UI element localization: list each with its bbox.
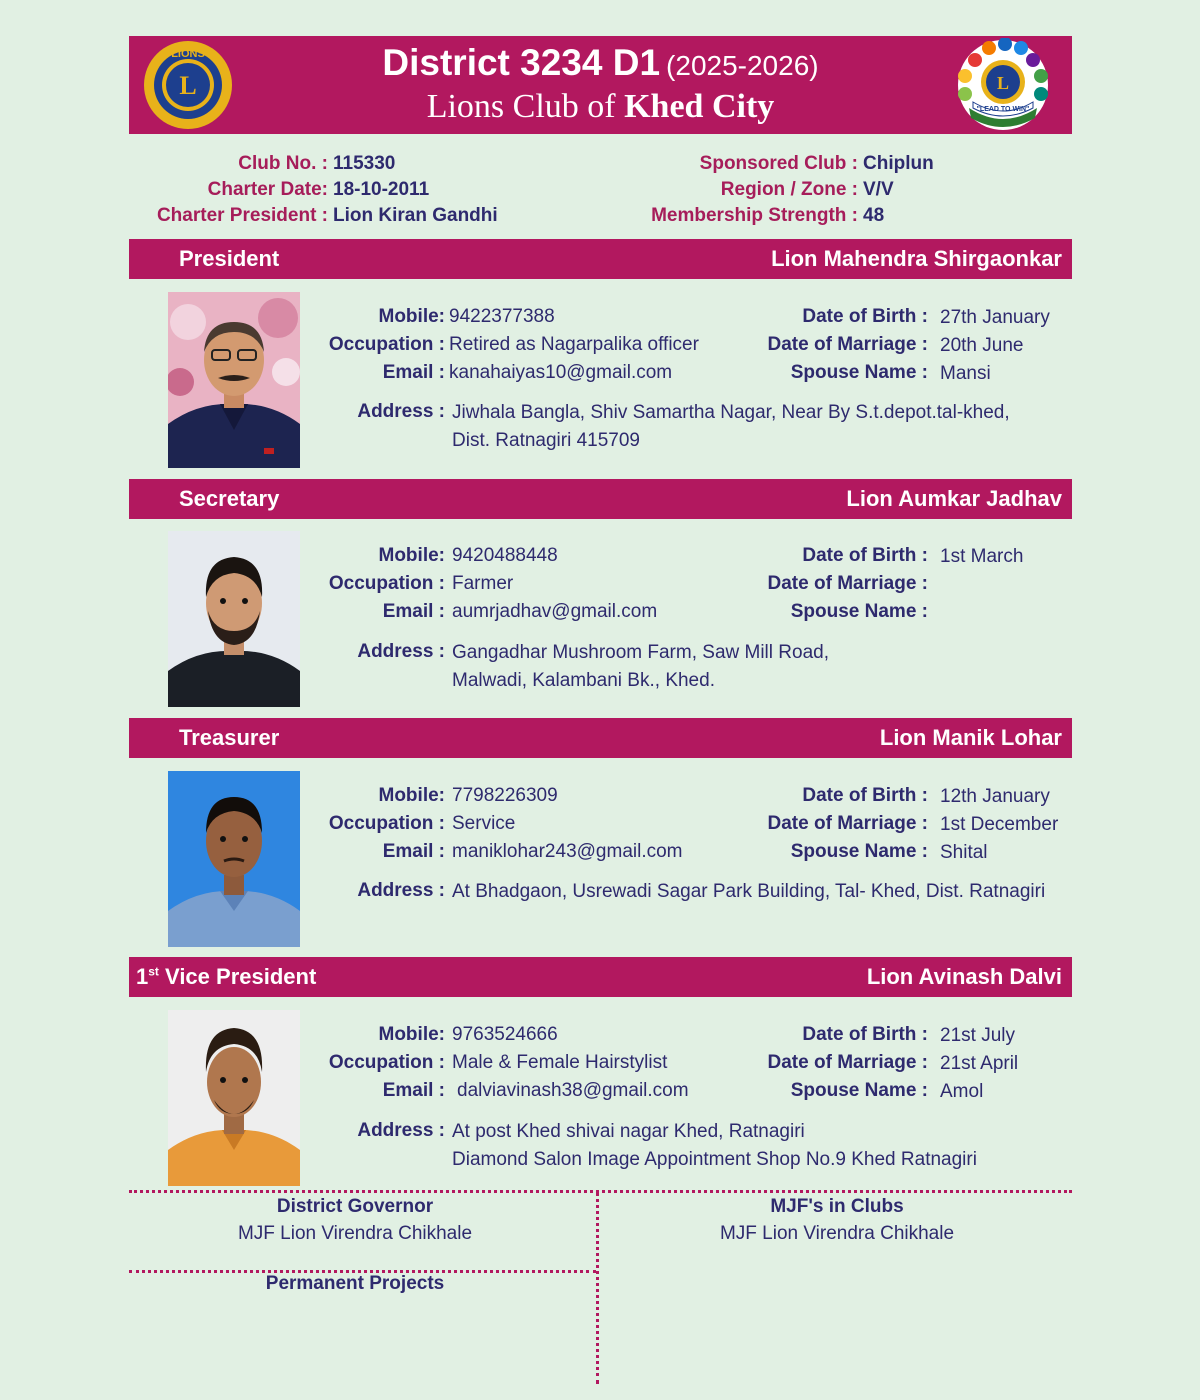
address-line-2: Malwadi, Kalambani Bk., Khed. bbox=[452, 670, 715, 691]
svg-text:L: L bbox=[996, 73, 1010, 93]
mobile-label: Mobile: bbox=[378, 785, 445, 806]
mobile-label: Mobile: bbox=[378, 306, 445, 327]
occupation-label: Occupation : bbox=[328, 573, 445, 594]
member-name: Lion Mahendra Shirgaonkar bbox=[771, 246, 1062, 271]
mobile-label: Mobile: bbox=[378, 545, 445, 566]
spouse-value: Shital bbox=[940, 842, 988, 863]
mobile-value: 9763524666 bbox=[452, 1024, 558, 1045]
role-title: President bbox=[179, 246, 280, 271]
address-label: Address : bbox=[357, 401, 445, 422]
spouse-label: Spouse Name : bbox=[790, 1080, 928, 1101]
address-label: Address : bbox=[357, 880, 445, 901]
email-label: Email : bbox=[382, 1080, 445, 1101]
member-name: Lion Manik Lohar bbox=[879, 725, 1062, 750]
spouse-label: Spouse Name : bbox=[790, 601, 928, 622]
region-zone-label: Region / Zone : bbox=[720, 179, 858, 200]
dom-value: 20th June bbox=[940, 335, 1024, 356]
section-bar-treasurer bbox=[129, 718, 1072, 758]
role-title: Treasurer bbox=[179, 725, 280, 750]
section-bar-vice-president bbox=[129, 957, 1072, 997]
membership-strength-label: Membership Strength : bbox=[651, 205, 858, 226]
dob-label: Date of Birth : bbox=[802, 545, 928, 566]
spouse-value: Amol bbox=[940, 1081, 984, 1102]
occupation-value: Farmer bbox=[452, 573, 514, 594]
dob-value: 1st March bbox=[940, 546, 1024, 567]
mobile-value: 9420488448 bbox=[452, 545, 558, 566]
role-number: 1 bbox=[136, 964, 149, 989]
email-value[interactable]: aumrjadhav@gmail.com bbox=[452, 601, 658, 622]
member-photo-treasurer bbox=[168, 771, 300, 947]
district-name: District 3234 D1 bbox=[382, 42, 661, 83]
address-line-1: At Bhadgaon, Usrewadi Sagar Park Building, Tal- Khed, Dist. Ratnagiri bbox=[452, 881, 1046, 902]
dob-label: Date of Birth : bbox=[802, 306, 928, 327]
section-bar-secretary bbox=[129, 479, 1072, 519]
lead-to-win-logo bbox=[955, 38, 1051, 132]
section-bar-president bbox=[129, 239, 1072, 279]
email-label: Email : bbox=[382, 601, 445, 622]
district-governor-label: District Governor bbox=[276, 1196, 434, 1217]
address-label: Address : bbox=[357, 1120, 445, 1141]
dom-label: Date of Marriage : bbox=[767, 1052, 928, 1073]
mjf-label: MJF's in Clubs bbox=[770, 1196, 904, 1217]
dob-label: Date of Birth : bbox=[802, 1024, 928, 1045]
address-line-1: At post Khed shivai nagar Khed, Ratnagiri bbox=[452, 1121, 805, 1142]
district-title bbox=[129, 42, 1072, 84]
district-governor-value: MJF Lion Virendra Chikhale bbox=[237, 1223, 473, 1244]
dom-value: 21st April bbox=[940, 1053, 1019, 1074]
club-prefix: Lions Club of bbox=[426, 88, 616, 125]
occupation-label: Occupation : bbox=[328, 813, 445, 834]
dom-value: 1st December bbox=[940, 814, 1059, 835]
club-no-value: 115330 bbox=[333, 153, 396, 174]
dom-label: Date of Marriage : bbox=[767, 334, 928, 355]
charter-president-label: Charter President : bbox=[156, 205, 328, 226]
email-value[interactable]: kanahaiyas10@gmail.com bbox=[449, 362, 673, 383]
occupation-value: Male & Female Hairstylist bbox=[452, 1052, 668, 1073]
mobile-label: Mobile: bbox=[378, 1024, 445, 1045]
member-photo-president bbox=[168, 292, 300, 468]
dob-label: Date of Birth : bbox=[802, 785, 928, 806]
spouse-label: Spouse Name : bbox=[790, 841, 928, 862]
dob-value: 12th January bbox=[940, 786, 1050, 807]
mobile-value: 9422377388 bbox=[449, 306, 555, 327]
email-value[interactable]: maniklohar243@gmail.com bbox=[452, 841, 683, 862]
svg-text:"LEAD TO WIN": "LEAD TO WIN" bbox=[976, 106, 1030, 113]
dob-value: 27th January bbox=[940, 307, 1050, 328]
member-name: Lion Aumkar Jadhav bbox=[846, 486, 1062, 511]
dom-label: Date of Marriage : bbox=[767, 813, 928, 834]
footer-divider-vertical bbox=[596, 1192, 599, 1384]
spouse-label: Spouse Name : bbox=[790, 362, 928, 383]
address-line-2: Dist. Ratnagiri 415709 bbox=[452, 430, 640, 451]
region-zone-value: V/V bbox=[863, 179, 894, 200]
member-name: Lion Avinash Dalvi bbox=[866, 964, 1062, 989]
address-line-1: Jiwhala Bangla, Shiv Samartha Nagar, Near By S.t.depot.tal-khed, bbox=[452, 402, 1010, 423]
spouse-value: Mansi bbox=[940, 363, 991, 384]
permanent-projects-label: Permanent Projects bbox=[265, 1273, 445, 1294]
email-label: Email : bbox=[382, 362, 445, 383]
district-year: (2025-2026) bbox=[666, 50, 819, 81]
role-ordinal-suffix: st bbox=[148, 964, 159, 979]
svg-text:LIONS: LIONS bbox=[171, 48, 205, 60]
sponsored-club-value: Chiplun bbox=[863, 153, 934, 174]
sponsored-club-label: Sponsored Club : bbox=[699, 153, 858, 174]
footer-divider-top bbox=[129, 1190, 1072, 1193]
role-name: Vice President bbox=[165, 964, 317, 989]
mobile-value: 7798226309 bbox=[452, 785, 558, 806]
member-photo-vice-president bbox=[168, 1010, 300, 1186]
charter-president-value: Lion Kiran Gandhi bbox=[333, 205, 498, 226]
role-title bbox=[136, 964, 316, 990]
occupation-label: Occupation : bbox=[328, 1052, 445, 1073]
occupation-value: Retired as Nagarpalika officer bbox=[449, 334, 699, 355]
membership-strength-value: 48 bbox=[863, 205, 885, 226]
address-line-1: Gangadhar Mushroom Farm, Saw Mill Road, bbox=[452, 642, 829, 663]
member-photo-secretary bbox=[168, 531, 300, 707]
address-label: Address : bbox=[357, 641, 445, 662]
dob-value: 21st July bbox=[940, 1025, 1015, 1046]
occupation-label: Occupation : bbox=[328, 334, 445, 355]
address-line-2: Diamond Salon Image Appointment Shop No.9 Khed Ratnagiri bbox=[452, 1149, 977, 1170]
email-label: Email : bbox=[382, 841, 445, 862]
email-value[interactable]: dalviavinash38@gmail.com bbox=[457, 1080, 689, 1101]
dom-label: Date of Marriage : bbox=[767, 573, 928, 594]
header-banner bbox=[129, 36, 1072, 134]
mjf-value: MJF Lion Virendra Chikhale bbox=[719, 1223, 955, 1244]
club-no-label: Club No. : bbox=[238, 153, 328, 174]
club-name: Khed City bbox=[624, 88, 775, 125]
svg-text:L: L bbox=[179, 71, 197, 100]
charter-date-label: Charter Date: bbox=[207, 179, 328, 200]
occupation-value: Service bbox=[452, 813, 516, 834]
role-title: Secretary bbox=[179, 486, 280, 511]
charter-date-value: 18-10-2011 bbox=[333, 179, 430, 200]
club-title bbox=[129, 88, 1072, 126]
